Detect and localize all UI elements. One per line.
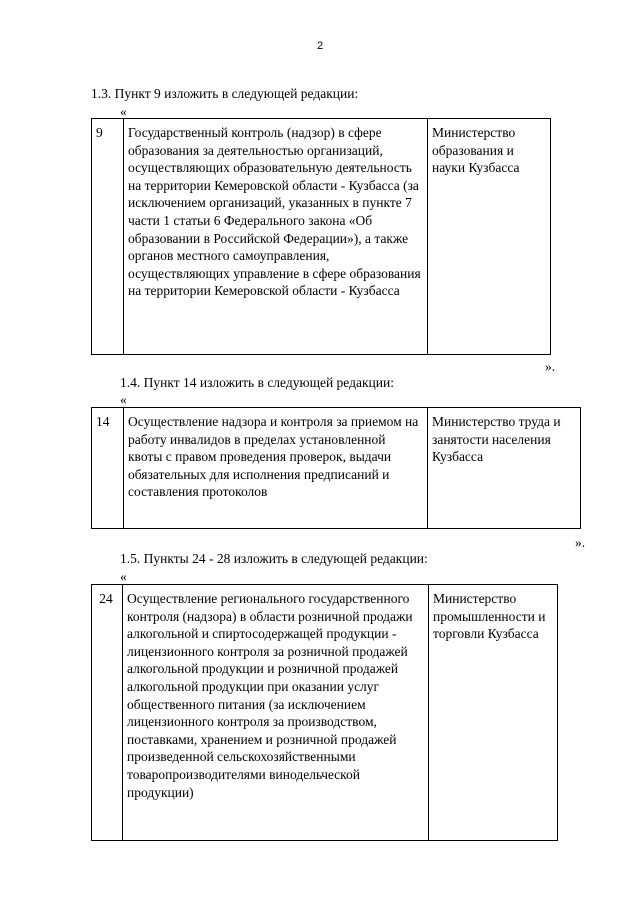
item-description: Осуществление надзора и контроля за приемом на работу инвалидов в пределах установленной квоты с правом проведения проверок, выдачи обязательных для исполнения предписаний и составления протоколов: [124, 408, 428, 529]
item-authority: Министерство труда и занятости населения Кузбасса: [428, 408, 581, 529]
open-quote: «: [120, 392, 127, 407]
amendment-table-item-14: [91, 407, 581, 529]
section-heading-1-4: 1.4. Пункт 14 изложить в следующей редакции:: [120, 375, 394, 390]
section-heading-1-3: 1.3. Пункт 9 изложить в следующей редакции:: [91, 86, 359, 101]
close-quote: ».: [575, 535, 586, 550]
item-number: 9: [92, 119, 124, 355]
table-row: [92, 119, 551, 355]
amendment-table-item-9: [91, 118, 551, 355]
item-number: 14: [92, 408, 124, 529]
item-description: Государственный контроль (надзор) в сфере образования за деятельностью организаций, осуществляющих образовательную деятельность на территории Кемеровской области - Кузбасса (за исключением организаций, указанных в пункте 7 части 1 статьи 6 Федерального закона «Об образовании в Российской Федерации»), а также органов местного самоуправления, осуществляющих управление в сфере образования на территории Кемеровской области - Кузбасса: [124, 119, 428, 355]
open-quote: «: [120, 104, 127, 119]
item-authority: Министерство промышленности и торговли Кузбасса: [429, 585, 558, 841]
amendment-table-items-24-28: [91, 584, 558, 841]
page-number: 2: [316, 40, 324, 52]
item-description: Осуществление регионального государственного контроля (надзора) в области розничной продажи алкогольной и спиртосодержащей продукции - лицензионного контроля за розничной продажей алкогольной продукции и розничной продажей алкогольной продукции при оказании услуг общественного питания (за исключением лицензионного контроля за производством, поставками, хранением и розничной продажей произведенной сельскохозяйственными товаропроизводителями винодельческой продукции): [123, 585, 429, 841]
item-number: 24: [92, 585, 123, 841]
open-quote: «: [120, 569, 127, 584]
item-authority: Министерство образования и науки Кузбасса: [428, 119, 551, 355]
table-row: [92, 408, 581, 529]
close-quote: ».: [545, 359, 556, 374]
table-row: [92, 585, 558, 841]
section-heading-1-5: 1.5. Пункты 24 - 28 изложить в следующей редакции:: [120, 551, 428, 566]
